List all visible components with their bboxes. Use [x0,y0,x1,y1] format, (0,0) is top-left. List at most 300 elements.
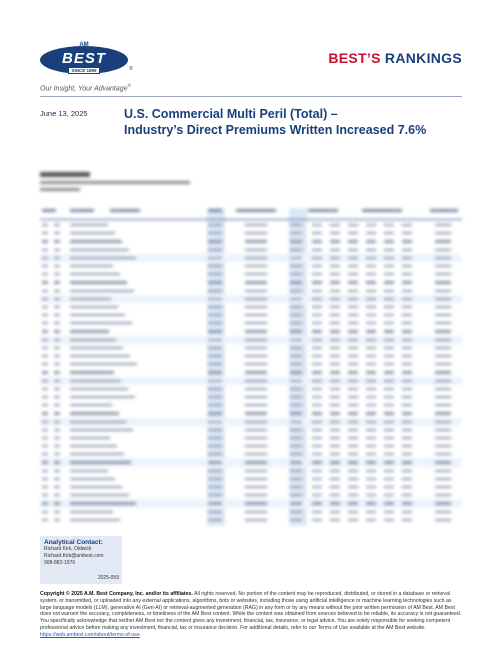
table-cell [348,290,358,292]
table-cell [290,330,302,332]
table-cell [435,486,451,488]
table-cell [435,314,451,316]
table-cell [54,519,60,521]
table-cell [54,257,60,259]
table-cell [54,265,60,267]
table-cell [384,421,394,423]
table-cell [290,453,302,455]
table-cell [348,265,358,267]
table-cell [245,281,267,283]
table-cell [208,347,222,349]
table-row [40,262,462,270]
table-cell [330,249,340,251]
table-cell [42,314,48,316]
table-cell [208,461,222,463]
report-date: June 13, 2025 [40,109,88,118]
table-cell [312,273,322,275]
table-cell [312,380,322,382]
table-cell [312,363,322,365]
table-cell [402,486,412,488]
table-cell [384,355,394,357]
table-row [40,442,462,450]
table-cell [366,314,376,316]
table-cell [70,371,114,373]
table-row [40,360,462,368]
logo-best-text: BEST [61,50,106,67]
table-cell [312,224,322,226]
table-cell [402,306,412,308]
table-cell [290,437,302,439]
table-cell [330,412,340,414]
table-cell [290,240,302,242]
table-cell [42,388,48,390]
table-cell [435,322,451,324]
table-cell [435,339,451,341]
table-cell [330,363,340,365]
table-cell [208,290,222,292]
copyright-notice [40,591,464,639]
table-cell [54,412,60,414]
table-cell [245,314,267,316]
copyright-bold: Copyright © 2025 A.M. Best Company, Inc. and/or its affiliates. [40,591,193,597]
table-cell [312,290,322,292]
table-cell [54,453,60,455]
table-cell [70,486,122,488]
table-cell [435,502,451,504]
table-cell [402,322,412,324]
table-row [40,270,462,278]
tagline-text: Our Insight, Your Advantage [40,85,128,93]
logo-am-text: AM [79,42,89,48]
table-cell [208,388,222,390]
table-cell [208,240,222,242]
table-cell [366,380,376,382]
table-cell [208,257,222,259]
table-cell [54,421,60,423]
report-title [124,106,464,138]
table-cell [402,355,412,357]
report-title-line1: U.S. Commercial Multi Peril (Total) – [124,107,338,121]
table-cell [70,494,129,496]
table-cell [42,273,48,275]
table-cell [208,330,222,332]
table-cell [348,421,358,423]
table-cell [312,240,322,242]
table-cell [366,298,376,300]
table-cell [366,486,376,488]
table-cell [54,347,60,349]
table-cell [402,412,412,414]
table-cell [312,265,322,267]
table-cell [70,478,115,480]
table-cell [435,404,451,406]
table-cell [402,265,412,267]
contact-phone: 908-882-1976 [44,560,76,566]
table-cell [402,429,412,431]
table-cell [348,380,358,382]
table-cell [54,437,60,439]
table-cell [70,330,109,332]
table-cell [348,396,358,398]
table-cell [312,494,322,496]
table-cell [42,232,48,234]
table-cell [330,224,340,226]
tagline-registered-mark: ® [127,83,131,88]
table-cell [402,314,412,316]
table-cell [245,445,267,447]
table-cell [208,273,222,275]
table-cell [435,330,451,332]
table-cell [330,265,340,267]
table-cell [54,290,60,292]
table-cell [54,396,60,398]
table-cell [402,232,412,234]
table-cell [245,306,267,308]
table-cell [402,437,412,439]
table-cell [290,445,302,447]
table-row [40,401,462,409]
table-cell [245,519,267,521]
table-cell [384,470,394,472]
table-cell [208,437,222,439]
table-cell [402,445,412,447]
table-cell [435,224,451,226]
rankings-prefix: BEST’S [328,50,381,66]
table-cell [42,494,48,496]
table-cell [348,486,358,488]
table-cell [208,511,222,513]
table-cell [54,486,60,488]
table-cell [330,404,340,406]
table-cell [402,404,412,406]
table-cell [402,371,412,373]
table-row [40,327,462,335]
table-cell [42,511,48,513]
table-cell [208,519,222,521]
table-cell [348,298,358,300]
table-row [40,450,462,458]
table-cell [384,396,394,398]
table-cell [54,306,60,308]
analytical-contact-box [40,536,122,584]
table-cell [208,445,222,447]
table-cell [70,232,115,234]
table-cell [435,240,451,242]
table-cell [245,240,267,242]
table-cell [54,445,60,447]
table-cell [366,355,376,357]
table-cell [70,240,122,242]
table-cell [348,339,358,341]
table-cell [384,265,394,267]
table-cell [402,249,412,251]
table-cell [384,347,394,349]
header-divider [40,96,462,97]
table-cell [54,429,60,431]
table-cell [366,265,376,267]
table-cell [54,249,60,251]
table-cell [366,445,376,447]
table-cell [402,240,412,242]
table-cell [312,470,322,472]
table-cell [348,273,358,275]
table-cell [384,224,394,226]
table-cell [330,306,340,308]
table-cell [312,347,322,349]
table-cell [366,290,376,292]
table-cell [290,388,302,390]
table-cell [348,371,358,373]
table-cell [70,445,117,447]
table-cell [290,412,302,414]
table-row [40,352,462,360]
table-row [40,278,462,286]
table-row [40,246,462,254]
table-cell [366,257,376,259]
table-cell [348,478,358,480]
table-cell [384,240,394,242]
table-cell [42,478,48,480]
table-row [40,303,462,311]
table-cell [208,429,222,431]
table-cell [330,445,340,447]
table-cell [42,355,48,357]
table-cell [70,380,121,382]
table-cell [402,396,412,398]
table-cell [42,240,48,242]
table-row [40,467,462,475]
table-cell [290,511,302,513]
table-cell [366,429,376,431]
table-cell [384,306,394,308]
table-cell [330,502,340,504]
table-cell [330,388,340,390]
table-cell [366,371,376,373]
table-cell [366,388,376,390]
table-cell [366,412,376,414]
table-cell [435,453,451,455]
table-cell [312,281,322,283]
table-cell [70,461,131,463]
table-cell [70,421,126,423]
table-cell [435,421,451,423]
table-cell [70,404,112,406]
table-cell [290,486,302,488]
table-cell [54,355,60,357]
table-cell [348,437,358,439]
table-cell [402,363,412,365]
table-cell [290,404,302,406]
table-cell [312,502,322,504]
table-cell [402,380,412,382]
table-cell [70,347,123,349]
table-cell [290,273,302,275]
table-cell [330,437,340,439]
table-cell [42,421,48,423]
table-cell [330,355,340,357]
table-cell [42,347,48,349]
table-cell [312,257,322,259]
rankings-table-blurred [40,172,462,526]
table-cell [70,306,118,308]
table-cell [208,502,222,504]
table-cell [330,290,340,292]
table-cell [366,339,376,341]
table-cell [245,339,267,341]
table-cell [70,257,136,259]
table-cell [245,429,267,431]
table-cell [70,281,127,283]
table-cell [330,330,340,332]
table-cell [366,421,376,423]
table-cell [245,470,267,472]
table-cell [70,249,129,251]
table-cell [208,380,222,382]
table-cell [366,249,376,251]
table-cell [290,355,302,357]
table-cell [208,421,222,423]
table-cell [290,298,302,300]
document-id: 2025-059 [97,575,119,581]
table-row [40,237,462,245]
table-cell [42,486,48,488]
table-cell [384,404,394,406]
table-cell [42,437,48,439]
table-row [40,418,462,426]
table-cell [384,380,394,382]
table-cell [384,363,394,365]
table-cell [245,380,267,382]
table-cell [245,298,267,300]
table-cell [290,306,302,308]
table-cell [70,470,108,472]
table-cell [312,429,322,431]
table-cell [312,445,322,447]
table-row [40,483,462,491]
table-cell [245,511,267,513]
table-cell [330,257,340,259]
tagline [40,83,131,92]
table-row [40,508,462,516]
table-cell [384,339,394,341]
table-row [40,311,462,319]
table-cell [348,470,358,472]
table-cell [312,396,322,398]
table-cell [70,265,113,267]
table-cell [435,380,451,382]
table-cell [348,281,358,283]
table-cell [330,281,340,283]
terms-of-use-link[interactable]: https://web.ambest.com/about/terms-of-use [40,631,140,638]
table-cell [42,445,48,447]
table-cell [312,461,322,463]
table-cell [54,511,60,513]
table-row [40,434,462,442]
table-cell [366,519,376,521]
table-cell [70,290,134,292]
table-cell [312,511,322,513]
table-cell [290,519,302,521]
table-cell [348,257,358,259]
table-row [40,499,462,507]
table-cell [435,232,451,234]
table-cell [42,322,48,324]
table-cell [312,232,322,234]
table-cell [435,347,451,349]
table-cell [245,478,267,480]
table-cell [366,330,376,332]
table-cell [330,322,340,324]
table-cell [312,388,322,390]
table-cell [208,339,222,341]
table-cell [245,249,267,251]
table-cell [54,298,60,300]
table-row [40,516,462,524]
table-cell [70,412,119,414]
table-cell [208,322,222,324]
table-cell [42,330,48,332]
table-cell [208,396,222,398]
table-row [40,409,462,417]
table-cell [348,306,358,308]
table-header [40,206,462,220]
table-cell [330,232,340,234]
table-cell [54,470,60,472]
table-cell [290,322,302,324]
table-cell [384,511,394,513]
table-cell [70,519,120,521]
table-cell [366,306,376,308]
table-cell [366,502,376,504]
table-cell [384,453,394,455]
table-cell [42,396,48,398]
table-cell [348,330,358,332]
table-cell [245,273,267,275]
table-cell [366,404,376,406]
table-cell [42,339,48,341]
table-cell [54,404,60,406]
table-cell [330,470,340,472]
table-cell [208,486,222,488]
table-row [40,475,462,483]
table-cell [245,355,267,357]
table-cell [384,519,394,521]
table-cell [245,257,267,259]
table-cell [54,232,60,234]
table-cell [402,339,412,341]
table-rows [40,221,462,524]
table-subtitle2-placeholder [40,188,80,191]
table-cell [330,486,340,488]
table-cell [348,404,358,406]
copyright-end: . [139,631,142,638]
table-cell [208,306,222,308]
table-cell [42,363,48,365]
table-cell [435,437,451,439]
table-cell [330,511,340,513]
table-cell [245,453,267,455]
table-cell [366,437,376,439]
table-cell [245,421,267,423]
table-cell [330,421,340,423]
table-cell [312,314,322,316]
table-cell [312,404,322,406]
table-row [40,377,462,385]
table-cell [245,347,267,349]
table-cell [208,371,222,373]
table-cell [348,224,358,226]
table-cell [348,502,358,504]
